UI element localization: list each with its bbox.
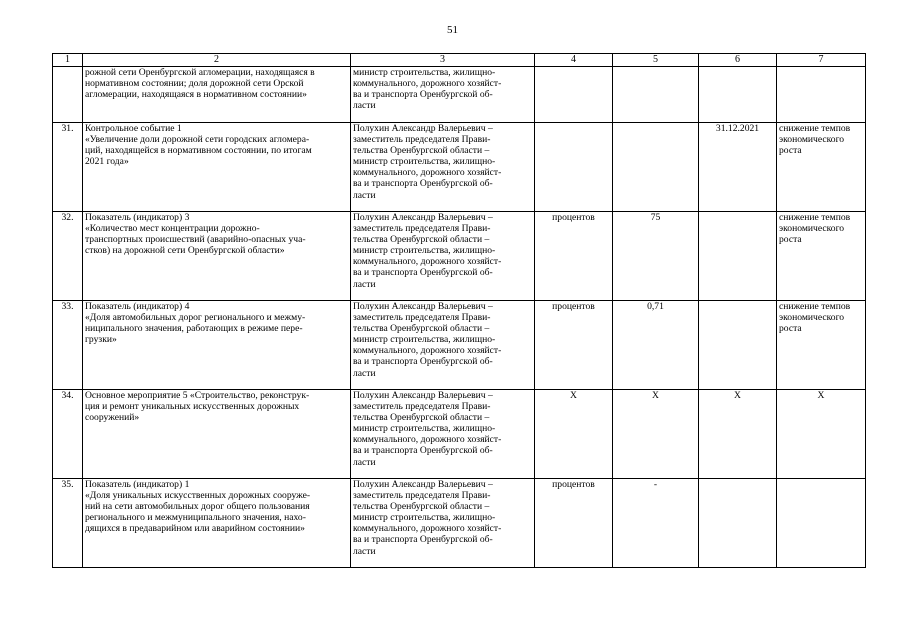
table-row (53, 479, 866, 568)
row-value: - (613, 479, 699, 568)
row-name: Показатель (индикатор) 3 «Количество мест концентрации дорожно- транспортных происшествий (аварийно-опасных уча- стков) на дорожной сети Оренбургской области» (83, 212, 351, 301)
row-value (613, 123, 699, 212)
plan-table (52, 53, 866, 568)
row-unit (535, 123, 613, 212)
row-responsible: Полухин Александр Валерьевич – заместитель председателя Прави- тельства Оренбургской области – министр строительства, жилищно- коммунального, дорожного хозяйст- ва и транспорта Оренбургской об- ласти (351, 212, 535, 301)
row-risk (777, 479, 866, 568)
table-row (53, 390, 866, 479)
column-number-5: 5 (613, 54, 699, 67)
row-value: X (613, 390, 699, 479)
row-name: Контрольное событие 1 «Увеличение доли дорожной сети городских агломера- ций, находящейся в нормативном состоянии, по итогам 2021 года» (83, 123, 351, 212)
row-unit: процентов (535, 479, 613, 568)
column-number-3: 3 (351, 54, 535, 67)
row-date (699, 212, 777, 301)
row-risk: снижение темпов экономического роста (777, 301, 866, 390)
column-number-7: 7 (777, 54, 866, 67)
row-date (699, 301, 777, 390)
row-risk (777, 67, 866, 123)
row-value (613, 67, 699, 123)
row-number: 33. (53, 301, 83, 390)
column-number-2: 2 (83, 54, 351, 67)
row-responsible: министр строительства, жилищно- коммунального, дорожного хозяйст- ва и транспорта Оренбургской об- ласти (351, 67, 535, 123)
row-number: 31. (53, 123, 83, 212)
row-date (699, 479, 777, 568)
column-number-header-row (53, 54, 866, 67)
row-unit: X (535, 390, 613, 479)
row-responsible: Полухин Александр Валерьевич – заместитель председателя Прави- тельства Оренбургской области – министр строительства, жилищно- коммунального, дорожного хозяйст- ва и транспорта Оренбургской об- ласти (351, 301, 535, 390)
row-responsible: Полухин Александр Валерьевич – заместитель председателя Прави- тельства Оренбургской области – министр строительства, жилищно- коммунального, дорожного хозяйст- ва и транспорта Оренбургской об- ласти (351, 479, 535, 568)
row-date (699, 67, 777, 123)
column-number-4: 4 (535, 54, 613, 67)
row-name: Основное мероприятие 5 «Строительство, реконструк- ция и ремонт уникальных искусственных дорожных сооружений» (83, 390, 351, 479)
row-unit: процентов (535, 301, 613, 390)
row-name: Показатель (индикатор) 4 «Доля автомобильных дорог регионального и межму- ниципального значения, работающих в режиме пере- грузки» (83, 301, 351, 390)
row-risk: снижение темпов экономического роста (777, 123, 866, 212)
row-number: 34. (53, 390, 83, 479)
row-name: Показатель (индикатор) 1 «Доля уникальных искусственных дорожных сооруже- ний на сети автомобильных дорог общего пользования регионального и межмуниципального значения, нахо- дящихся в предаварийном или аварийном состоянии» (83, 479, 351, 568)
row-risk: снижение темпов экономического роста (777, 212, 866, 301)
row-value: 0,71 (613, 301, 699, 390)
row-number: 35. (53, 479, 83, 568)
table-row (53, 123, 866, 212)
page-number: 51 (447, 24, 458, 36)
row-number (53, 67, 83, 123)
row-unit (535, 67, 613, 123)
column-number-1: 1 (53, 54, 83, 67)
row-value: 75 (613, 212, 699, 301)
table-row (53, 67, 866, 123)
row-responsible: Полухин Александр Валерьевич – заместитель председателя Прави- тельства Оренбургской области – министр строительства, жилищно- коммунального, дорожного хозяйст- ва и транспорта Оренбургской об- ласти (351, 390, 535, 479)
row-responsible: Полухин Александр Валерьевич – заместитель председателя Прави- тельства Оренбургской области – министр строительства, жилищно- коммунального, дорожного хозяйст- ва и транспорта Оренбургской об- ласти (351, 123, 535, 212)
row-date: 31.12.2021 (699, 123, 777, 212)
row-risk: X (777, 390, 866, 479)
column-number-6: 6 (699, 54, 777, 67)
row-number: 32. (53, 212, 83, 301)
table-row (53, 301, 866, 390)
row-unit: процентов (535, 212, 613, 301)
table-row (53, 212, 866, 301)
row-name: рожной сети Оренбургской агломерации, находящаяся в нормативном состоянии; доля дорожной сети Орской агломерации, находящаяся в нормативном состоянии» (83, 67, 351, 123)
row-date: X (699, 390, 777, 479)
